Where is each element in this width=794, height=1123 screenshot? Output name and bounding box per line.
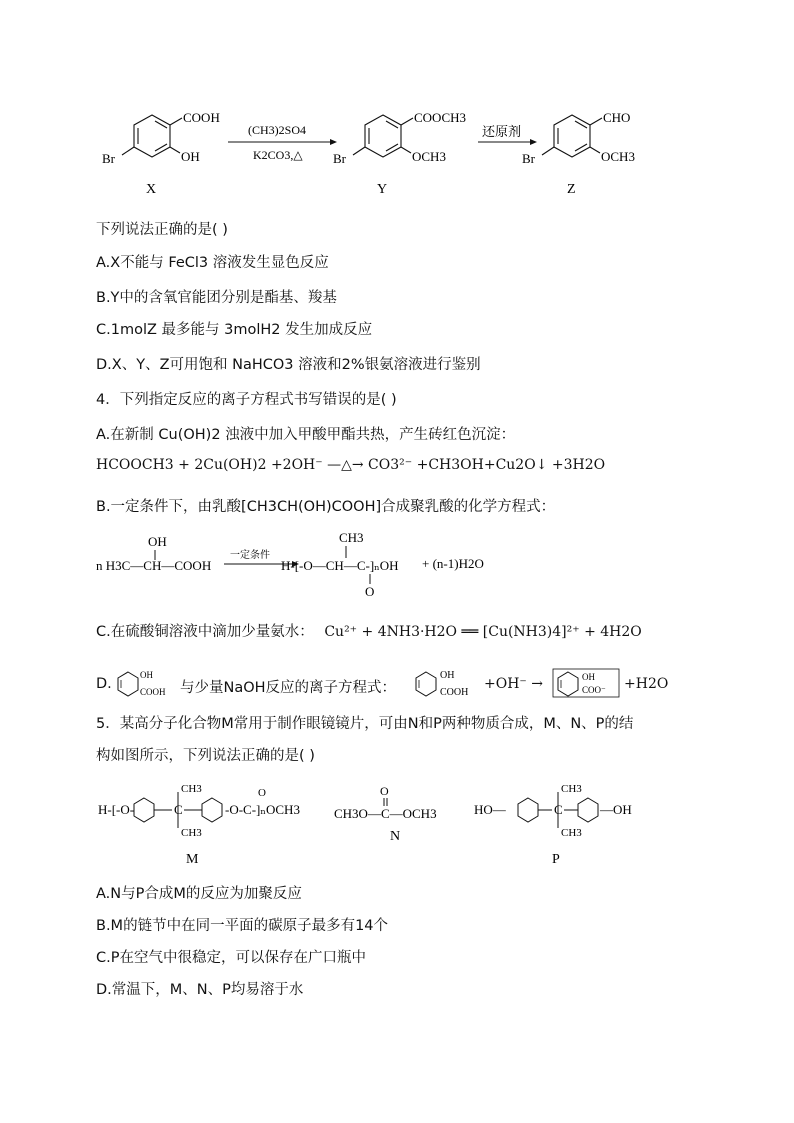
svg-text:CH3: CH3 (561, 827, 582, 839)
q4-option-c-equation: Cu²⁺ + 4NH3·H2O ══ [Cu(NH3)4]²⁺ + 4H2O (324, 624, 642, 640)
svg-text:CH3O—C—OCH3: CH3O—C—OCH3 (334, 806, 437, 821)
q4-option-d-text: 与少量NaOH反应的离子方程式： (180, 680, 397, 696)
compound-n-label: N (390, 829, 401, 844)
q4-stem: 4．下列指定反应的离子方程式书写错误的是( ) (96, 392, 397, 408)
q5-option-c: C.P在空气中很稳定，可以保存在广口瓶中 (96, 950, 366, 966)
polylactic-ch3: CH3 (339, 530, 364, 545)
compound-y-sub2: OCH3 (412, 149, 446, 164)
compound-n-structure (384, 798, 387, 806)
q5-stem-line1: 5．某高分子化合物M常用于制作眼镜镜片，可由N和P两种物质合成，M、N、P的结 (96, 716, 634, 732)
salicylate-structure (552, 668, 622, 698)
svg-text:CH3: CH3 (181, 783, 202, 795)
q4-option-d (96, 668, 716, 702)
svg-text:C: C (174, 802, 183, 817)
compound-y-sub3: Br (333, 151, 346, 166)
q4-option-c (96, 620, 642, 641)
q4-option-a-equation: HCOOCH3 + 2Cu(OH)2 +2OH⁻ —△→ CO3²⁻ +CH3OH+Cu2O↓ +3H2O (96, 457, 606, 473)
salicylic-acid-structure (412, 668, 492, 698)
compound-x-sub1: COOH (183, 110, 220, 125)
q3-option-c: C.1molZ 最多能与 3molH2 发生加成反应 (96, 322, 373, 338)
svg-text:O: O (258, 787, 266, 799)
q4-option-d-label: D. (96, 676, 112, 692)
svg-text:HO—: HO— (474, 802, 506, 817)
svg-text:-O-C-]ₙOCH3: -O-C-]ₙOCH3 (225, 802, 300, 817)
q5-option-a: A.N与P合成M的反应为加聚反应 (96, 886, 302, 902)
compound-y-label: Y (377, 182, 388, 197)
compound-z-structure (542, 115, 602, 157)
compound-y-sub1: COOCH3 (414, 110, 467, 125)
svg-text:CH3: CH3 (561, 783, 582, 795)
svg-text:OH: OH (582, 672, 595, 682)
q5-option-b: B.M的链节中在同一平面的碳原子最多有14个 (96, 918, 389, 934)
q4-option-d-hydroxide: +OH⁻ → (484, 676, 543, 692)
svg-text:OH: OH (440, 670, 455, 681)
svg-text:OH: OH (140, 670, 153, 680)
lactic-acid-oh: OH (148, 534, 167, 549)
arrow2-reagent: 还原剂 (482, 125, 522, 140)
compound-z-sub3: Br (522, 151, 535, 166)
q4-option-b-equation (92, 530, 512, 600)
compound-m-label: M (186, 852, 199, 867)
q5-stem-line2: 构如图所示，下列说法正确的是( ) (96, 748, 315, 764)
svg-text:—OH: —OH (600, 802, 632, 817)
svg-text:CH3: CH3 (181, 827, 202, 839)
q4-option-b: B.一定条件下，由乳酸[CH3CH(OH)COOH]合成聚乳酸的化学方程式： (96, 499, 556, 515)
svg-text:C: C (554, 802, 563, 817)
svg-text:COOH: COOH (140, 687, 166, 697)
compound-x-sub2: OH (181, 149, 200, 164)
q5-structures (94, 780, 654, 870)
lactic-acid-formula: n H3C—CH—COOH (96, 558, 212, 573)
q3-option-b: B.Y中的含氧官能团分别是酯基、羧基 (96, 290, 337, 306)
q3-stem: 下列说法正确的是( ) (96, 222, 228, 238)
salicylic-acid-icon (114, 668, 176, 698)
svg-text:H-[-O-: H-[-O- (98, 802, 135, 817)
compound-z-label: Z (567, 182, 576, 197)
compound-x-sub3: Br (102, 151, 115, 166)
svg-text:COOH: COOH (440, 687, 469, 698)
q4-option-c-text: C.在硫酸铜溶液中滴加少量氨水： (96, 624, 314, 640)
q5-option-d: D.常温下，M、N、P均易溶于水 (96, 982, 304, 998)
compound-x-structure (122, 115, 182, 157)
compound-p-label: P (552, 852, 560, 867)
arrow1-condition: K2CO3,△ (253, 148, 303, 162)
svg-text:O: O (380, 784, 389, 798)
compound-z-sub2: OCH3 (601, 149, 635, 164)
polylactic-formula: H-[-O—CH—C-]ₙOH (281, 558, 399, 573)
polylactic-o: O (365, 584, 375, 599)
compound-x-label: X (146, 182, 157, 197)
b-byproduct: + (n-1)H2O (422, 556, 484, 571)
svg-text:COO⁻: COO⁻ (582, 685, 606, 695)
q3-option-d: D.X、Y、Z可用饱和 NaHCO3 溶液和2%银氨溶液进行鉴别 (96, 357, 481, 373)
compound-z-sub1: CHO (603, 110, 631, 125)
q4-option-d-water: +H2O (624, 676, 669, 692)
q3-option-a: A.X不能与 FeCl3 溶液发生显色反应 (96, 255, 329, 271)
b-condition: 一定条件 (230, 550, 270, 561)
reaction-scheme (90, 100, 650, 205)
compound-y-structure (353, 115, 413, 157)
q4-option-a: A.在新制 Cu(OH)2 浊液中加入甲酸甲酯共热，产生砖红色沉淀： (96, 427, 516, 443)
arrow1-reagent: (CH3)2SO4 (248, 123, 307, 137)
